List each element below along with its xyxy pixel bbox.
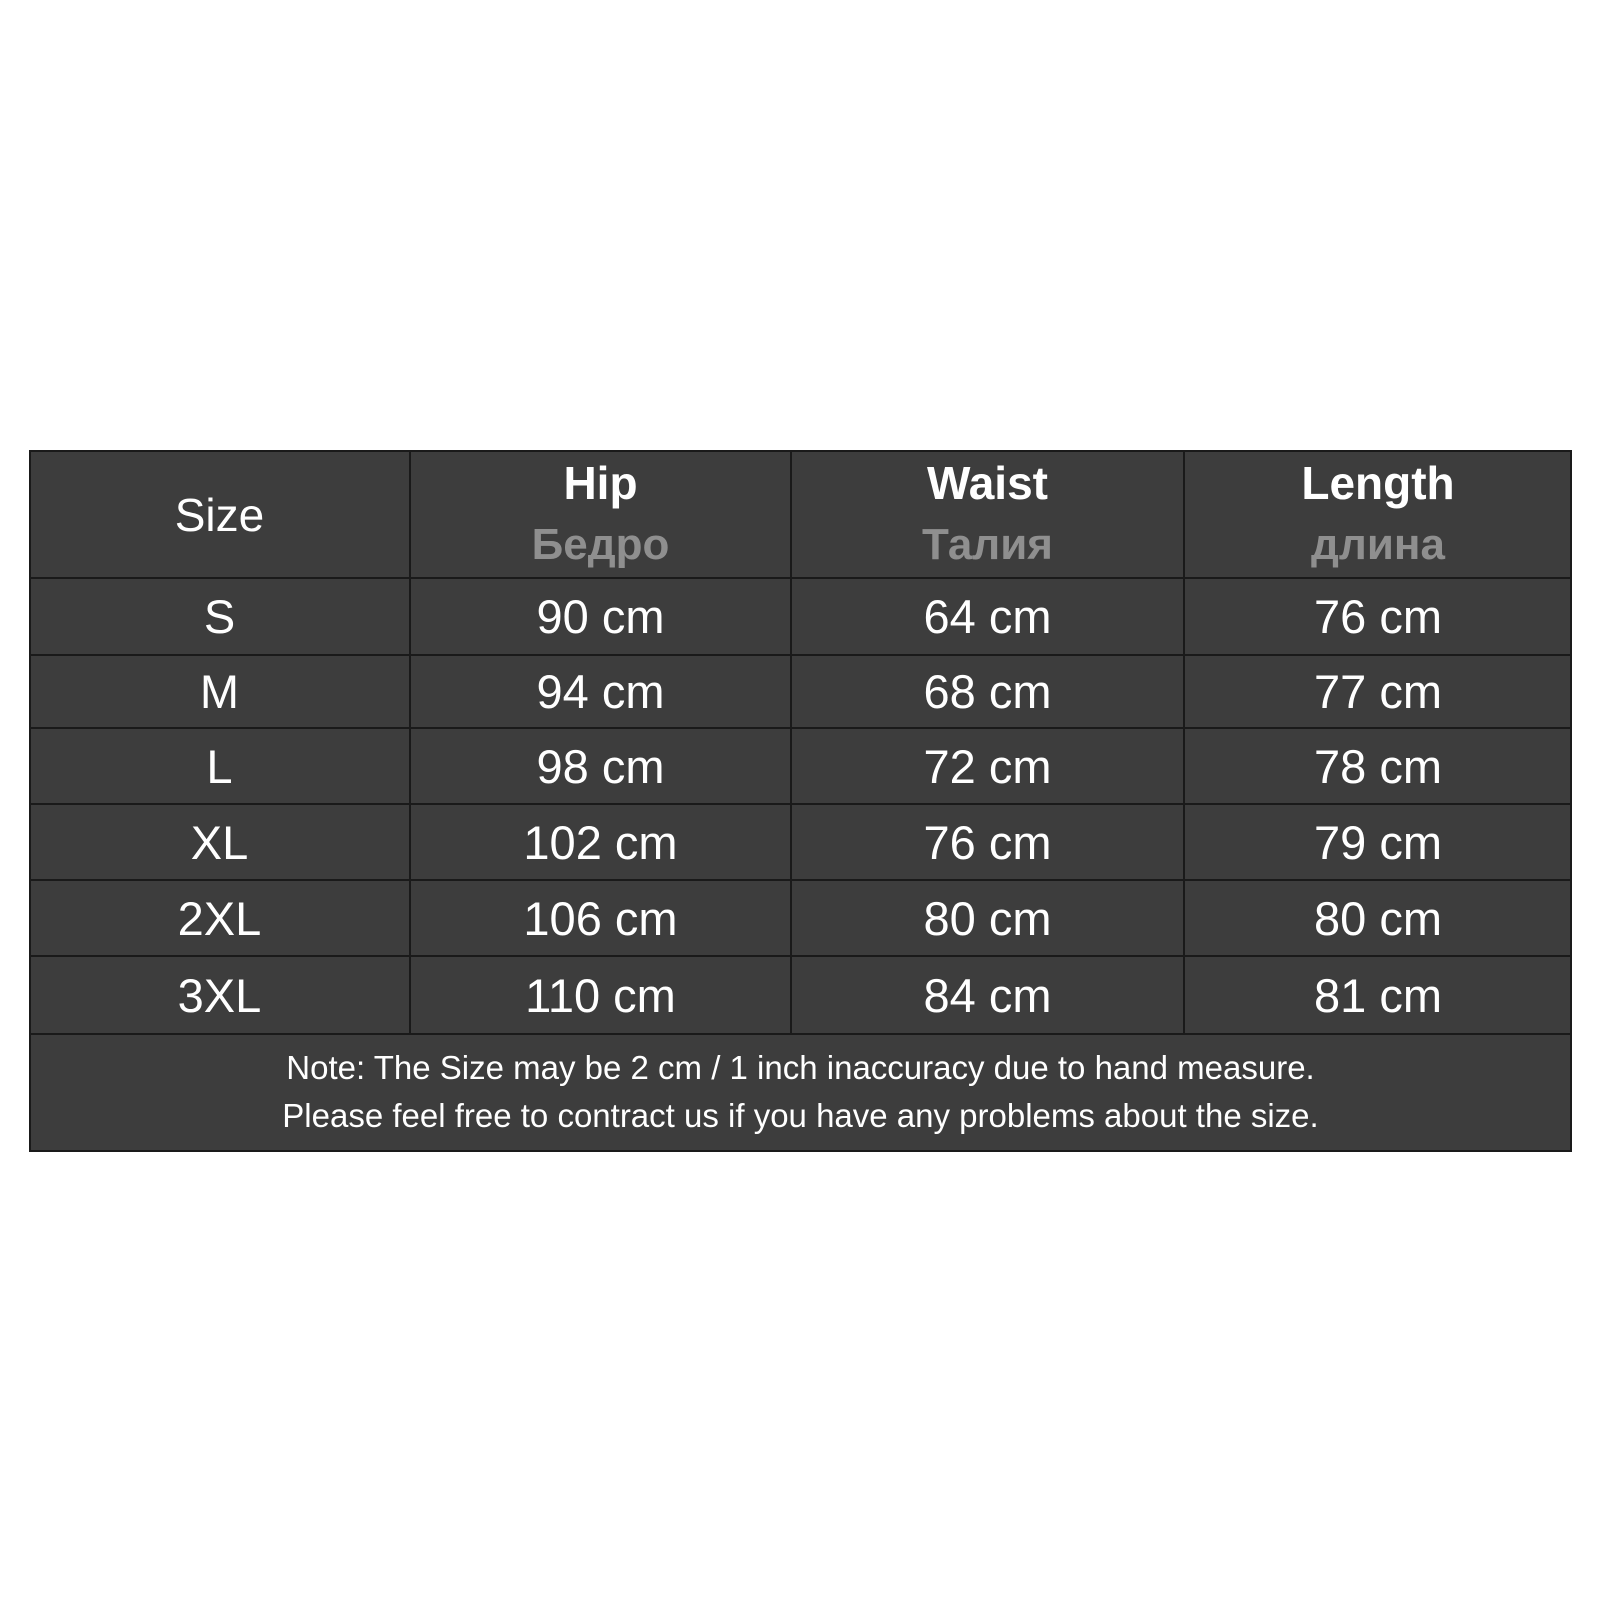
size-label: 2XL bbox=[177, 891, 262, 945]
size-label: L bbox=[206, 739, 233, 793]
measurement-cell bbox=[410, 956, 791, 1034]
header-label: Length bbox=[1301, 457, 1455, 510]
size-label-cell bbox=[29, 578, 410, 655]
measurement-value: 76 cm bbox=[923, 815, 1052, 869]
size-label-cell bbox=[29, 728, 410, 804]
size-label-cell bbox=[29, 804, 410, 880]
grid-line-vertical bbox=[409, 452, 411, 1034]
measurement-cell bbox=[791, 956, 1184, 1034]
measurement-value: 68 cm bbox=[923, 665, 1052, 718]
grid-line-horizontal bbox=[29, 803, 1572, 805]
grid-line-vertical bbox=[1183, 452, 1185, 1034]
measurement-cell bbox=[1184, 728, 1572, 804]
measurement-cell bbox=[410, 655, 791, 728]
measurement-value: 102 cm bbox=[523, 815, 678, 869]
measurement-value: 77 cm bbox=[1314, 665, 1442, 718]
grid-line-vertical bbox=[790, 452, 792, 1034]
measurement-cell bbox=[1184, 956, 1572, 1034]
measurement-cell bbox=[791, 880, 1184, 956]
measurement-value: 81 cm bbox=[1314, 968, 1442, 1022]
size-chart-table bbox=[29, 450, 1572, 1152]
header-label-ru: Бедро bbox=[531, 519, 670, 569]
measurement-cell bbox=[410, 578, 791, 655]
header-cell-hip bbox=[410, 452, 791, 578]
size-label-cell bbox=[29, 655, 410, 728]
measurement-value: 79 cm bbox=[1314, 815, 1442, 869]
measurement-value: 90 cm bbox=[536, 590, 665, 643]
measurement-cell bbox=[1184, 578, 1572, 655]
size-note bbox=[29, 1034, 1572, 1150]
measurement-value: 106 cm bbox=[523, 891, 678, 945]
size-label-cell bbox=[29, 956, 410, 1034]
measurement-cell bbox=[1184, 880, 1572, 956]
measurement-value: 110 cm bbox=[525, 968, 676, 1022]
measurement-cell bbox=[1184, 655, 1572, 728]
measurement-cell bbox=[791, 804, 1184, 880]
grid-line-horizontal bbox=[29, 955, 1572, 957]
size-label: M bbox=[199, 665, 240, 718]
grid-line-horizontal bbox=[29, 577, 1572, 579]
grid-line-horizontal bbox=[29, 654, 1572, 656]
measurement-value: 80 cm bbox=[1314, 891, 1442, 945]
measurement-cell bbox=[1184, 804, 1572, 880]
measurement-value: 76 cm bbox=[1314, 590, 1442, 643]
header-label-ru: Талия bbox=[922, 519, 1053, 569]
size-label-cell bbox=[29, 880, 410, 956]
header-cell-size bbox=[29, 452, 410, 578]
size-label: S bbox=[203, 590, 236, 643]
measurement-cell bbox=[791, 728, 1184, 804]
header-cell-length bbox=[1184, 452, 1572, 578]
header-label-ru: длина bbox=[1311, 519, 1445, 569]
grid-line-horizontal bbox=[29, 879, 1572, 881]
size-label: XL bbox=[190, 815, 249, 869]
measurement-cell bbox=[410, 804, 791, 880]
measurement-cell bbox=[410, 728, 791, 804]
measurement-value: 94 cm bbox=[536, 665, 665, 718]
size-label: 3XL bbox=[177, 968, 262, 1022]
note-line: Note: The Size may be 2 cm / 1 inch inaccuracy due to hand measure. bbox=[286, 1049, 1315, 1086]
measurement-value: 72 cm bbox=[923, 739, 1052, 793]
measurement-value: 78 cm bbox=[1314, 739, 1442, 793]
measurement-value: 80 cm bbox=[923, 891, 1052, 945]
measurement-cell bbox=[791, 655, 1184, 728]
measurement-value: 64 cm bbox=[923, 590, 1052, 643]
header-label: Size bbox=[174, 489, 265, 541]
header-label: Hip bbox=[563, 457, 638, 510]
grid-line-horizontal bbox=[29, 727, 1572, 729]
header-label: Waist bbox=[927, 457, 1048, 510]
note-line: Please feel free to contract us if you have any problems about the size. bbox=[282, 1097, 1319, 1134]
header-cell-waist bbox=[791, 452, 1184, 578]
measurement-value: 84 cm bbox=[923, 968, 1052, 1022]
measurement-cell bbox=[410, 880, 791, 956]
measurement-cell bbox=[791, 578, 1184, 655]
measurement-value: 98 cm bbox=[536, 739, 665, 793]
